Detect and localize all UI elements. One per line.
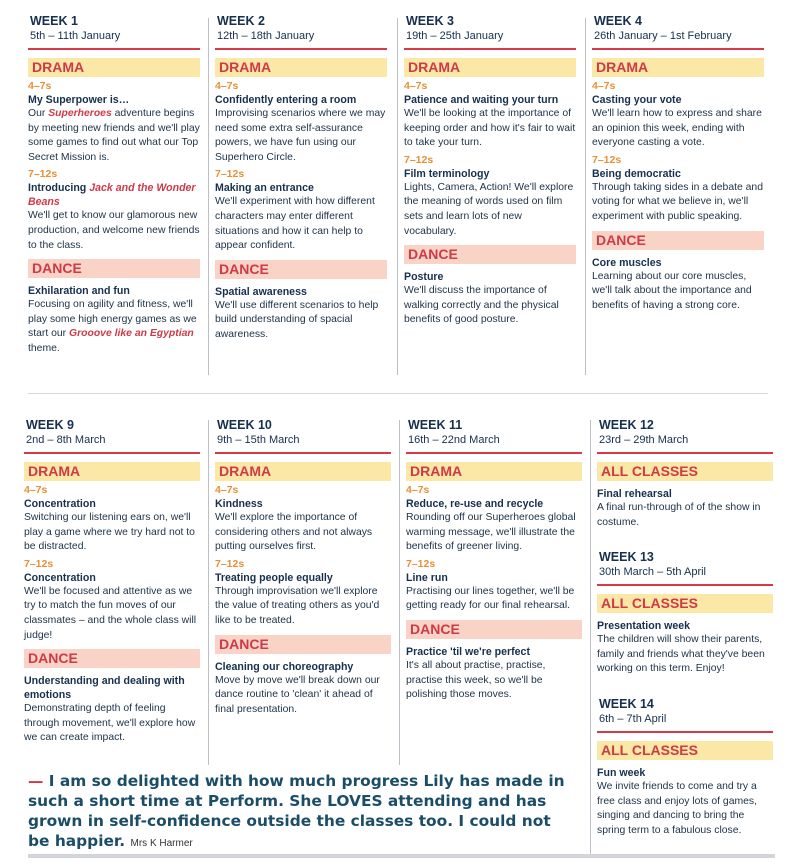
session-description: Practising our lines together, we'll be getting ready for our final rehearsal.: [406, 585, 575, 612]
week-title: WEEK 11: [408, 418, 463, 432]
dance-heading: DANCE: [215, 260, 387, 279]
column-divider: [590, 420, 591, 858]
session-description: Our Superheroes adventure begins by meeting new friends and we'll play some games to find out what our Top Secret Mission is.: [28, 108, 200, 163]
testimonial-text: I am so delighted with how much progress Lily has made in such a short time at Perform. She LOVES attending and has grown in self-confidence outside the classes too. I could not be happier.: [28, 772, 565, 850]
column-divider: [208, 420, 209, 765]
dance-heading: DANCE: [215, 635, 391, 654]
week-11-column: [406, 418, 582, 703]
week-dates: 19th – 25th January: [406, 30, 504, 42]
week-divider: [597, 452, 773, 454]
session-description: We invite friends to come and try a free class and enjoy lots of games, singing and dancing to bring the spring term to a fabulous close.: [597, 781, 757, 836]
age-group-label: 7–12s: [215, 168, 245, 181]
session-title: Final rehearsal: [597, 488, 672, 500]
session-title: Kindness: [215, 498, 263, 510]
session-title: Casting your vote: [592, 94, 682, 106]
age-group-label: 7–12s: [404, 153, 434, 166]
all-classes-heading: ALL CLASSES: [597, 594, 773, 613]
session-title: Cleaning our choreography: [215, 660, 354, 673]
week-divider: [28, 48, 200, 50]
week-dates: 12th – 18th January: [217, 30, 315, 42]
week-header: [28, 14, 200, 44]
age-group-label: 7–12s: [406, 557, 436, 570]
age-group-label: 7–12s: [592, 153, 622, 166]
session-description: Through improvisation we'll explore the value of treating others as you'd like to be treated.: [215, 585, 380, 626]
week-divider: [215, 48, 387, 50]
age-group-label: 4–7s: [406, 484, 430, 496]
dance-heading: DANCE: [24, 649, 200, 668]
dance-heading: DANCE: [406, 620, 582, 639]
session-title: My Superpower is…: [28, 94, 130, 106]
session-title: Treating people equally: [215, 571, 333, 584]
week-header: [406, 418, 582, 448]
week-dates: 30th March – 5th April: [599, 566, 707, 578]
week-1-column: [28, 14, 200, 357]
week-header: [215, 418, 391, 448]
drama-heading: DRAMA: [215, 462, 391, 481]
session-title: Posture: [404, 271, 444, 284]
session-description: Improvising scenarios where we may need some extra self-assurance powers, we have fun using our Superhero Circle.: [215, 108, 386, 163]
week-header: [597, 418, 773, 448]
session-title: Exhilaration and fun: [28, 285, 130, 298]
week-title: WEEK 4: [594, 14, 642, 28]
drama-heading: DRAMA: [404, 58, 576, 77]
week-dates: 5th – 11th January: [30, 30, 121, 42]
week-13-column: [597, 550, 773, 677]
dance-heading: DANCE: [404, 245, 576, 264]
dance-heading: DANCE: [592, 231, 764, 250]
session-description: The children will show their parents, family and friends what they've been working on this term. Enjoy!: [597, 634, 765, 675]
week-dates: 9th – 15th March: [217, 434, 300, 446]
age-group-label: 7–12s: [24, 557, 54, 570]
session-description: We'll discuss the importance of walking correctly and the physical benefits of good posture.: [404, 285, 559, 326]
session-title: Presentation week: [597, 620, 691, 632]
session-title: Core muscles: [592, 256, 662, 269]
session-description: A final run-through of of the show in costume.: [597, 502, 761, 528]
session-description: Lights, Camera, Action! We'll explore the meaning of words used on film sets and learn lots of new vocabulary.: [404, 181, 574, 237]
drama-heading: DRAMA: [406, 462, 582, 481]
age-group-label: 4–7s: [404, 80, 428, 92]
week-header: [592, 14, 764, 44]
quote-dash: —: [28, 772, 44, 790]
week-title: WEEK 3: [406, 14, 454, 28]
drama-heading: DRAMA: [28, 58, 200, 77]
column-divider: [208, 18, 209, 375]
row-divider: [28, 393, 768, 394]
age-group-label: 4–7s: [24, 484, 48, 496]
week-header: [404, 14, 576, 44]
week-dates: 23rd – 29th March: [599, 434, 689, 446]
session-description: We'll use different scenarios to help build understanding of spacial awareness.: [215, 299, 379, 340]
session-description: We'll experiment with how different characters may enter different situations and how it can help to appear confident.: [215, 196, 375, 252]
session-title: Line run: [406, 571, 448, 584]
session-description: Demonstrating depth of feeling through movement, we'll explore how we can create impact.: [24, 703, 196, 744]
week-3-column: [404, 14, 576, 328]
session-description: We'll learn how to express and share an opinion this week, ending with everyone casting a vote.: [592, 108, 762, 149]
week-4-column: [592, 14, 764, 313]
week-title: WEEK 2: [217, 14, 265, 28]
drama-heading: DRAMA: [592, 58, 764, 77]
week-divider: [24, 452, 200, 454]
session-description: We'll be focused and attentive as we try to match the fun moves of our classmates – and the whole class will judge!: [24, 585, 197, 641]
week-9-column: [24, 418, 200, 746]
week-12-column: [597, 418, 773, 530]
session-title: Concentration: [24, 571, 96, 584]
session-title: Understanding and dealing with emotions: [24, 675, 185, 702]
session-title: Making an entrance: [215, 182, 314, 195]
week-divider: [215, 452, 391, 454]
session-title: Reduce, re-use and recycle: [406, 498, 544, 510]
session-title: Patience and waiting your turn: [404, 94, 559, 106]
age-group-label: 4–7s: [592, 80, 616, 92]
session-title: Concentration: [24, 498, 96, 510]
session-description: Move by move we'll break down our dance routine to 'clean' it ahead of final presentation.: [215, 674, 380, 715]
age-group-label: 7–12s: [215, 557, 245, 570]
column-divider: [585, 18, 586, 375]
week-title: WEEK 10: [217, 418, 272, 432]
week-divider: [597, 731, 773, 733]
session-title: Confidently entering a room: [215, 94, 357, 106]
week-title: WEEK 14: [599, 697, 654, 711]
week-14-column: [597, 697, 773, 838]
session-title: Being democratic: [592, 167, 681, 180]
session-title: Film terminology: [404, 167, 490, 180]
week-header: [215, 14, 387, 44]
drama-heading: DRAMA: [24, 462, 200, 481]
session-title: Practice 'til we're perfect: [406, 645, 530, 658]
week-divider: [406, 452, 582, 454]
footer-rule: [28, 854, 775, 858]
session-title: Fun week: [597, 767, 646, 779]
week-header: [597, 697, 773, 727]
week-divider: [592, 48, 764, 50]
session-description: We'll be looking at the importance of keeping order and how it's fair to wait to take your turn.: [404, 108, 576, 149]
week-dates: 16th – 22nd March: [408, 434, 500, 446]
session-description: We'll explore the importance of considering others and not always putting ourselves first.: [215, 512, 373, 553]
week-title: WEEK 9: [26, 418, 74, 432]
week-2-column: [215, 14, 387, 343]
drama-heading: DRAMA: [215, 58, 387, 77]
session-description: Rounding off our Superheroes global warming message, we'll illustrate the benefits of greener living.: [406, 512, 576, 553]
session-description: Learning about our core muscles, we'll talk about the importance and benefits of having a strong core.: [592, 270, 752, 311]
session-title: Introducing Jack and the Wonder Beans: [28, 182, 196, 209]
week-dates: 2nd – 8th March: [26, 434, 106, 446]
age-group-label: 4–7s: [215, 80, 239, 92]
all-classes-heading: ALL CLASSES: [597, 462, 773, 481]
column-divider: [397, 18, 398, 375]
testimonial-attribution: Mrs K Harmer: [130, 838, 193, 849]
week-header: [597, 550, 773, 580]
age-group-label: 4–7s: [28, 80, 52, 92]
session-description: Focusing on agility and fitness, we'll play some high energy games as we start our Grooove like an Egyptian theme.: [28, 299, 197, 354]
session-description: It's all about practise, practise, practise this week, so we'll be polishing those moves.: [406, 659, 546, 701]
column-divider: [399, 420, 400, 765]
week-divider: [597, 584, 773, 586]
week-title: WEEK 12: [599, 418, 654, 432]
session-title: Spatial awareness: [215, 285, 307, 298]
session-description: Through taking sides in a debate and voting for what we believe in, we'll experiment with public speaking.: [592, 181, 763, 222]
week-title: WEEK 1: [30, 14, 78, 28]
age-group-label: 4–7s: [215, 484, 239, 496]
all-classes-heading: ALL CLASSES: [597, 741, 773, 760]
week-10-column: [215, 418, 391, 717]
week-divider: [404, 48, 576, 50]
session-description: Switching our listening ears on, we'll play a game where we try hard not to be distracted.: [24, 512, 195, 553]
week-header: [24, 418, 200, 448]
session-description: We'll get to know our glamorous new production, and welcome new friends to the class.: [28, 210, 200, 251]
week-title: WEEK 13: [599, 550, 654, 564]
testimonial-quote: [28, 771, 573, 854]
dance-heading: DANCE: [28, 259, 200, 278]
week-dates: 6th – 7th April: [599, 713, 667, 725]
week-dates: 26th January – 1st February: [594, 30, 732, 42]
age-group-label: 7–12s: [28, 168, 58, 181]
